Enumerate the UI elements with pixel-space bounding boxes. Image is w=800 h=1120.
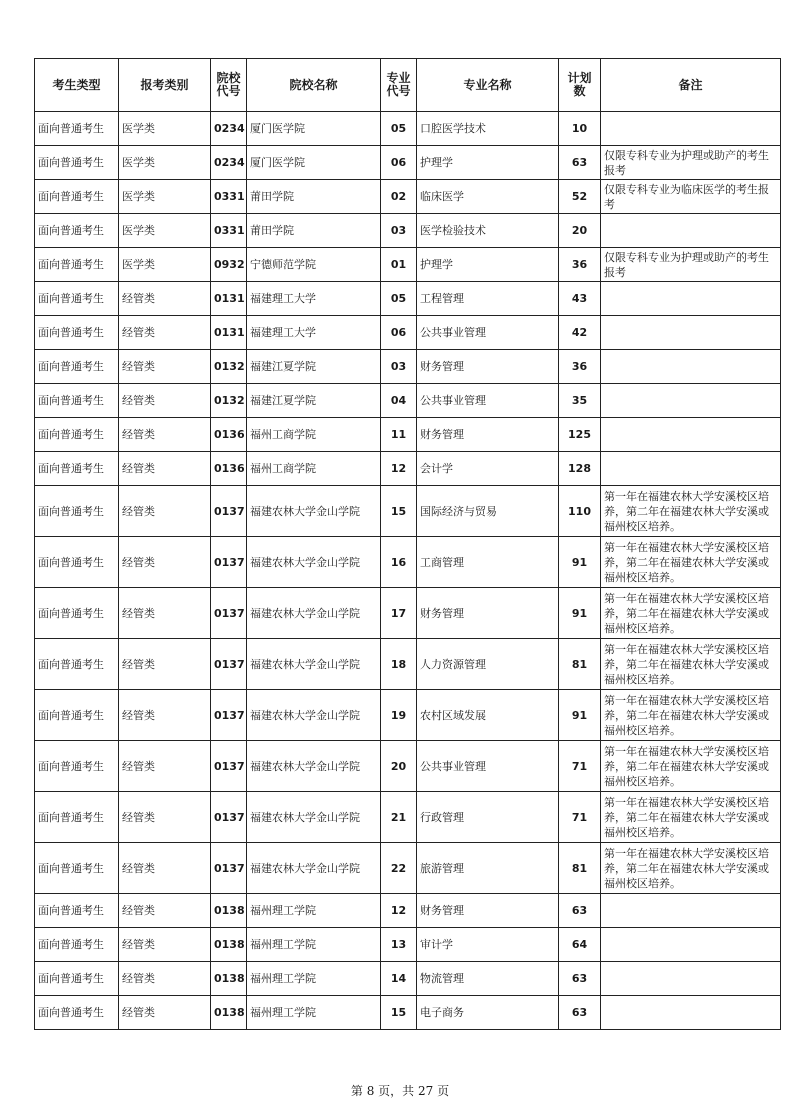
school-name-cell: 福建农林大学金山学院 [247, 639, 381, 690]
school-name-cell: 福建农林大学金山学院 [247, 588, 381, 639]
school-code-cell: 0137 [211, 537, 247, 588]
remark-cell: 仅限专科专业为临床医学的考生报考 [601, 180, 781, 214]
major-code-cell: 12 [381, 894, 417, 928]
student-type-cell: 面向普通考生 [35, 792, 119, 843]
major-name-cell: 财务管理 [417, 588, 559, 639]
plan-count-cell: 36 [559, 350, 601, 384]
major-name-cell: 临床医学 [417, 180, 559, 214]
student-type-cell: 面向普通考生 [35, 282, 119, 316]
exam-category-cell: 经管类 [119, 962, 211, 996]
major-code-cell: 04 [381, 384, 417, 418]
major-name-cell: 行政管理 [417, 792, 559, 843]
plan-count-cell: 35 [559, 384, 601, 418]
major-code-cell: 06 [381, 146, 417, 180]
school-name-cell: 福州理工学院 [247, 928, 381, 962]
student-type-cell: 面向普通考生 [35, 350, 119, 384]
plan-count-cell: 42 [559, 316, 601, 350]
student-type-cell: 面向普通考生 [35, 112, 119, 146]
student-type-cell: 面向普通考生 [35, 996, 119, 1030]
exam-category-cell: 医学类 [119, 180, 211, 214]
table-row [35, 928, 781, 962]
remark-cell: 第一年在福建农林大学安溪校区培养，第二年在福建农林大学安溪或福州校区培养。 [601, 537, 781, 588]
school-code-cell: 0137 [211, 486, 247, 537]
exam-category-cell: 经管类 [119, 792, 211, 843]
plan-count-cell: 125 [559, 418, 601, 452]
school-name-cell: 莆田学院 [247, 180, 381, 214]
major-code-cell: 01 [381, 248, 417, 282]
remark-cell: 仅限专科专业为护理或助产的考生报考 [601, 248, 781, 282]
plan-count-cell: 71 [559, 741, 601, 792]
table-row [35, 180, 781, 214]
table-body [35, 112, 781, 1030]
major-name-cell: 口腔医学技术 [417, 112, 559, 146]
page-footer: 第 8 页，共 27 页 [350, 1084, 450, 1098]
table-row [35, 214, 781, 248]
student-type-cell: 面向普通考生 [35, 418, 119, 452]
student-type-cell: 面向普通考生 [35, 962, 119, 996]
plan-count-cell: 128 [559, 452, 601, 486]
table-row [35, 894, 781, 928]
school-name-cell: 福建江夏学院 [247, 384, 381, 418]
table-row [35, 384, 781, 418]
school-code-cell: 0132 [211, 384, 247, 418]
exam-category-cell: 经管类 [119, 741, 211, 792]
major-code-cell: 14 [381, 962, 417, 996]
exam-category-cell: 经管类 [119, 316, 211, 350]
header-cell: 专业代号 [381, 59, 417, 112]
major-name-cell: 财务管理 [417, 350, 559, 384]
major-code-cell: 17 [381, 588, 417, 639]
exam-category-cell: 经管类 [119, 537, 211, 588]
school-name-cell: 福州理工学院 [247, 894, 381, 928]
exam-category-cell: 医学类 [119, 248, 211, 282]
exam-category-cell: 经管类 [119, 996, 211, 1030]
major-code-cell: 06 [381, 316, 417, 350]
major-name-cell: 护理学 [417, 248, 559, 282]
school-code-cell: 0331 [211, 180, 247, 214]
table-row [35, 248, 781, 282]
plan-count-cell: 64 [559, 928, 601, 962]
exam-category-cell: 经管类 [119, 928, 211, 962]
plan-count-cell: 52 [559, 180, 601, 214]
school-code-cell: 0137 [211, 792, 247, 843]
major-name-cell: 财务管理 [417, 894, 559, 928]
student-type-cell: 面向普通考生 [35, 248, 119, 282]
major-code-cell: 16 [381, 537, 417, 588]
major-name-cell: 国际经济与贸易 [417, 486, 559, 537]
exam-category-cell: 经管类 [119, 588, 211, 639]
school-code-cell: 0131 [211, 316, 247, 350]
student-type-cell: 面向普通考生 [35, 690, 119, 741]
major-code-cell: 21 [381, 792, 417, 843]
school-name-cell: 宁德师范学院 [247, 248, 381, 282]
plan-count-cell: 91 [559, 537, 601, 588]
exam-category-cell: 经管类 [119, 486, 211, 537]
remark-cell [601, 316, 781, 350]
plan-count-cell: 110 [559, 486, 601, 537]
table-row [35, 486, 781, 537]
remark-cell [601, 894, 781, 928]
student-type-cell: 面向普通考生 [35, 928, 119, 962]
header-cell: 考生类型 [35, 59, 119, 112]
exam-category-cell: 经管类 [119, 384, 211, 418]
school-code-cell: 0136 [211, 452, 247, 486]
header-cell: 报考类别 [119, 59, 211, 112]
plan-count-cell: 43 [559, 282, 601, 316]
table-row [35, 690, 781, 741]
table-row [35, 843, 781, 894]
remark-cell: 第一年在福建农林大学安溪校区培养，第二年在福建农林大学安溪或福州校区培养。 [601, 588, 781, 639]
admission-plan-table [34, 58, 781, 1030]
major-name-cell: 人力资源管理 [417, 639, 559, 690]
school-code-cell: 0132 [211, 350, 247, 384]
major-name-cell: 公共事业管理 [417, 741, 559, 792]
major-name-cell: 旅游管理 [417, 843, 559, 894]
major-code-cell: 15 [381, 486, 417, 537]
school-code-cell: 0932 [211, 248, 247, 282]
school-name-cell: 厦门医学院 [247, 112, 381, 146]
student-type-cell: 面向普通考生 [35, 214, 119, 248]
header-cell: 计划数 [559, 59, 601, 112]
exam-category-cell: 经管类 [119, 843, 211, 894]
major-name-cell: 审计学 [417, 928, 559, 962]
school-code-cell: 0138 [211, 996, 247, 1030]
exam-category-cell: 医学类 [119, 146, 211, 180]
exam-category-cell: 医学类 [119, 112, 211, 146]
plan-count-cell: 71 [559, 792, 601, 843]
plan-count-cell: 63 [559, 146, 601, 180]
school-name-cell: 福建理工大学 [247, 316, 381, 350]
major-name-cell: 医学检验技术 [417, 214, 559, 248]
school-name-cell: 福州理工学院 [247, 962, 381, 996]
remark-cell [601, 418, 781, 452]
school-code-cell: 0137 [211, 588, 247, 639]
remark-cell: 第一年在福建农林大学安溪校区培养，第二年在福建农林大学安溪或福州校区培养。 [601, 741, 781, 792]
major-code-cell: 03 [381, 214, 417, 248]
student-type-cell: 面向普通考生 [35, 843, 119, 894]
school-code-cell: 0138 [211, 894, 247, 928]
student-type-cell: 面向普通考生 [35, 588, 119, 639]
exam-category-cell: 经管类 [119, 639, 211, 690]
plan-count-cell: 63 [559, 894, 601, 928]
major-code-cell: 05 [381, 282, 417, 316]
plan-count-cell: 81 [559, 843, 601, 894]
exam-category-cell: 经管类 [119, 894, 211, 928]
school-code-cell: 0131 [211, 282, 247, 316]
major-code-cell: 13 [381, 928, 417, 962]
major-code-cell: 18 [381, 639, 417, 690]
major-name-cell: 公共事业管理 [417, 316, 559, 350]
remark-cell [601, 962, 781, 996]
table-row [35, 639, 781, 690]
school-name-cell: 福建农林大学金山学院 [247, 741, 381, 792]
major-name-cell: 会计学 [417, 452, 559, 486]
school-name-cell: 莆田学院 [247, 214, 381, 248]
student-type-cell: 面向普通考生 [35, 452, 119, 486]
remark-cell [601, 384, 781, 418]
plan-count-cell: 81 [559, 639, 601, 690]
plan-count-cell: 20 [559, 214, 601, 248]
major-name-cell: 公共事业管理 [417, 384, 559, 418]
student-type-cell: 面向普通考生 [35, 486, 119, 537]
remark-cell: 第一年在福建农林大学安溪校区培养，第二年在福建农林大学安溪或福州校区培养。 [601, 792, 781, 843]
table-row [35, 452, 781, 486]
table-row [35, 996, 781, 1030]
exam-category-cell: 经管类 [119, 452, 211, 486]
plan-count-cell: 91 [559, 588, 601, 639]
major-code-cell: 03 [381, 350, 417, 384]
major-code-cell: 19 [381, 690, 417, 741]
table-header-row [35, 59, 781, 112]
table-row [35, 316, 781, 350]
school-name-cell: 福建农林大学金山学院 [247, 537, 381, 588]
remark-cell [601, 452, 781, 486]
exam-category-cell: 经管类 [119, 282, 211, 316]
major-name-cell: 农村区域发展 [417, 690, 559, 741]
student-type-cell: 面向普通考生 [35, 741, 119, 792]
table-row [35, 962, 781, 996]
school-name-cell: 福建农林大学金山学院 [247, 690, 381, 741]
exam-category-cell: 经管类 [119, 690, 211, 741]
school-name-cell: 福建江夏学院 [247, 350, 381, 384]
plan-count-cell: 63 [559, 962, 601, 996]
major-code-cell: 15 [381, 996, 417, 1030]
header-cell: 备注 [601, 59, 781, 112]
major-name-cell: 电子商务 [417, 996, 559, 1030]
school-name-cell: 福建理工大学 [247, 282, 381, 316]
major-code-cell: 02 [381, 180, 417, 214]
school-name-cell: 厦门医学院 [247, 146, 381, 180]
major-code-cell: 20 [381, 741, 417, 792]
school-name-cell: 福建农林大学金山学院 [247, 486, 381, 537]
student-type-cell: 面向普通考生 [35, 180, 119, 214]
major-name-cell: 护理学 [417, 146, 559, 180]
school-code-cell: 0137 [211, 690, 247, 741]
major-name-cell: 工程管理 [417, 282, 559, 316]
table-row [35, 112, 781, 146]
remark-cell [601, 996, 781, 1030]
major-code-cell: 22 [381, 843, 417, 894]
school-name-cell: 福建农林大学金山学院 [247, 843, 381, 894]
major-name-cell: 工商管理 [417, 537, 559, 588]
remark-cell: 仅限专科专业为护理或助产的考生报考 [601, 146, 781, 180]
plan-count-cell: 36 [559, 248, 601, 282]
plan-count-cell: 63 [559, 996, 601, 1030]
student-type-cell: 面向普通考生 [35, 639, 119, 690]
remark-cell: 第一年在福建农林大学安溪校区培养，第二年在福建农林大学安溪或福州校区培养。 [601, 690, 781, 741]
school-code-cell: 0234 [211, 112, 247, 146]
student-type-cell: 面向普通考生 [35, 384, 119, 418]
remark-cell [601, 112, 781, 146]
table-row [35, 418, 781, 452]
school-name-cell: 福州理工学院 [247, 996, 381, 1030]
remark-cell [601, 928, 781, 962]
table-row [35, 741, 781, 792]
header-cell: 院校代号 [211, 59, 247, 112]
header-cell: 院校名称 [247, 59, 381, 112]
table-row [35, 588, 781, 639]
remark-cell [601, 282, 781, 316]
major-name-cell: 物流管理 [417, 962, 559, 996]
remark-cell: 第一年在福建农林大学安溪校区培养，第二年在福建农林大学安溪或福州校区培养。 [601, 486, 781, 537]
student-type-cell: 面向普通考生 [35, 146, 119, 180]
plan-count-cell: 10 [559, 112, 601, 146]
school-code-cell: 0138 [211, 928, 247, 962]
table-row [35, 792, 781, 843]
major-code-cell: 05 [381, 112, 417, 146]
school-code-cell: 0137 [211, 843, 247, 894]
student-type-cell: 面向普通考生 [35, 537, 119, 588]
school-code-cell: 0331 [211, 214, 247, 248]
school-name-cell: 福州工商学院 [247, 452, 381, 486]
remark-cell: 第一年在福建农林大学安溪校区培养，第二年在福建农林大学安溪或福州校区培养。 [601, 639, 781, 690]
table-row [35, 146, 781, 180]
school-code-cell: 0137 [211, 639, 247, 690]
school-code-cell: 0138 [211, 962, 247, 996]
remark-cell: 第一年在福建农林大学安溪校区培养，第二年在福建农林大学安溪或福州校区培养。 [601, 843, 781, 894]
school-code-cell: 0136 [211, 418, 247, 452]
school-name-cell: 福州工商学院 [247, 418, 381, 452]
remark-cell [601, 350, 781, 384]
major-name-cell: 财务管理 [417, 418, 559, 452]
school-name-cell: 福建农林大学金山学院 [247, 792, 381, 843]
school-code-cell: 0137 [211, 741, 247, 792]
table-row [35, 350, 781, 384]
header-cell: 专业名称 [417, 59, 559, 112]
exam-category-cell: 经管类 [119, 418, 211, 452]
exam-category-cell: 医学类 [119, 214, 211, 248]
student-type-cell: 面向普通考生 [35, 894, 119, 928]
student-type-cell: 面向普通考生 [35, 316, 119, 350]
school-code-cell: 0234 [211, 146, 247, 180]
major-code-cell: 11 [381, 418, 417, 452]
remark-cell [601, 214, 781, 248]
table-row [35, 537, 781, 588]
major-code-cell: 12 [381, 452, 417, 486]
table-row [35, 282, 781, 316]
exam-category-cell: 经管类 [119, 350, 211, 384]
plan-count-cell: 91 [559, 690, 601, 741]
